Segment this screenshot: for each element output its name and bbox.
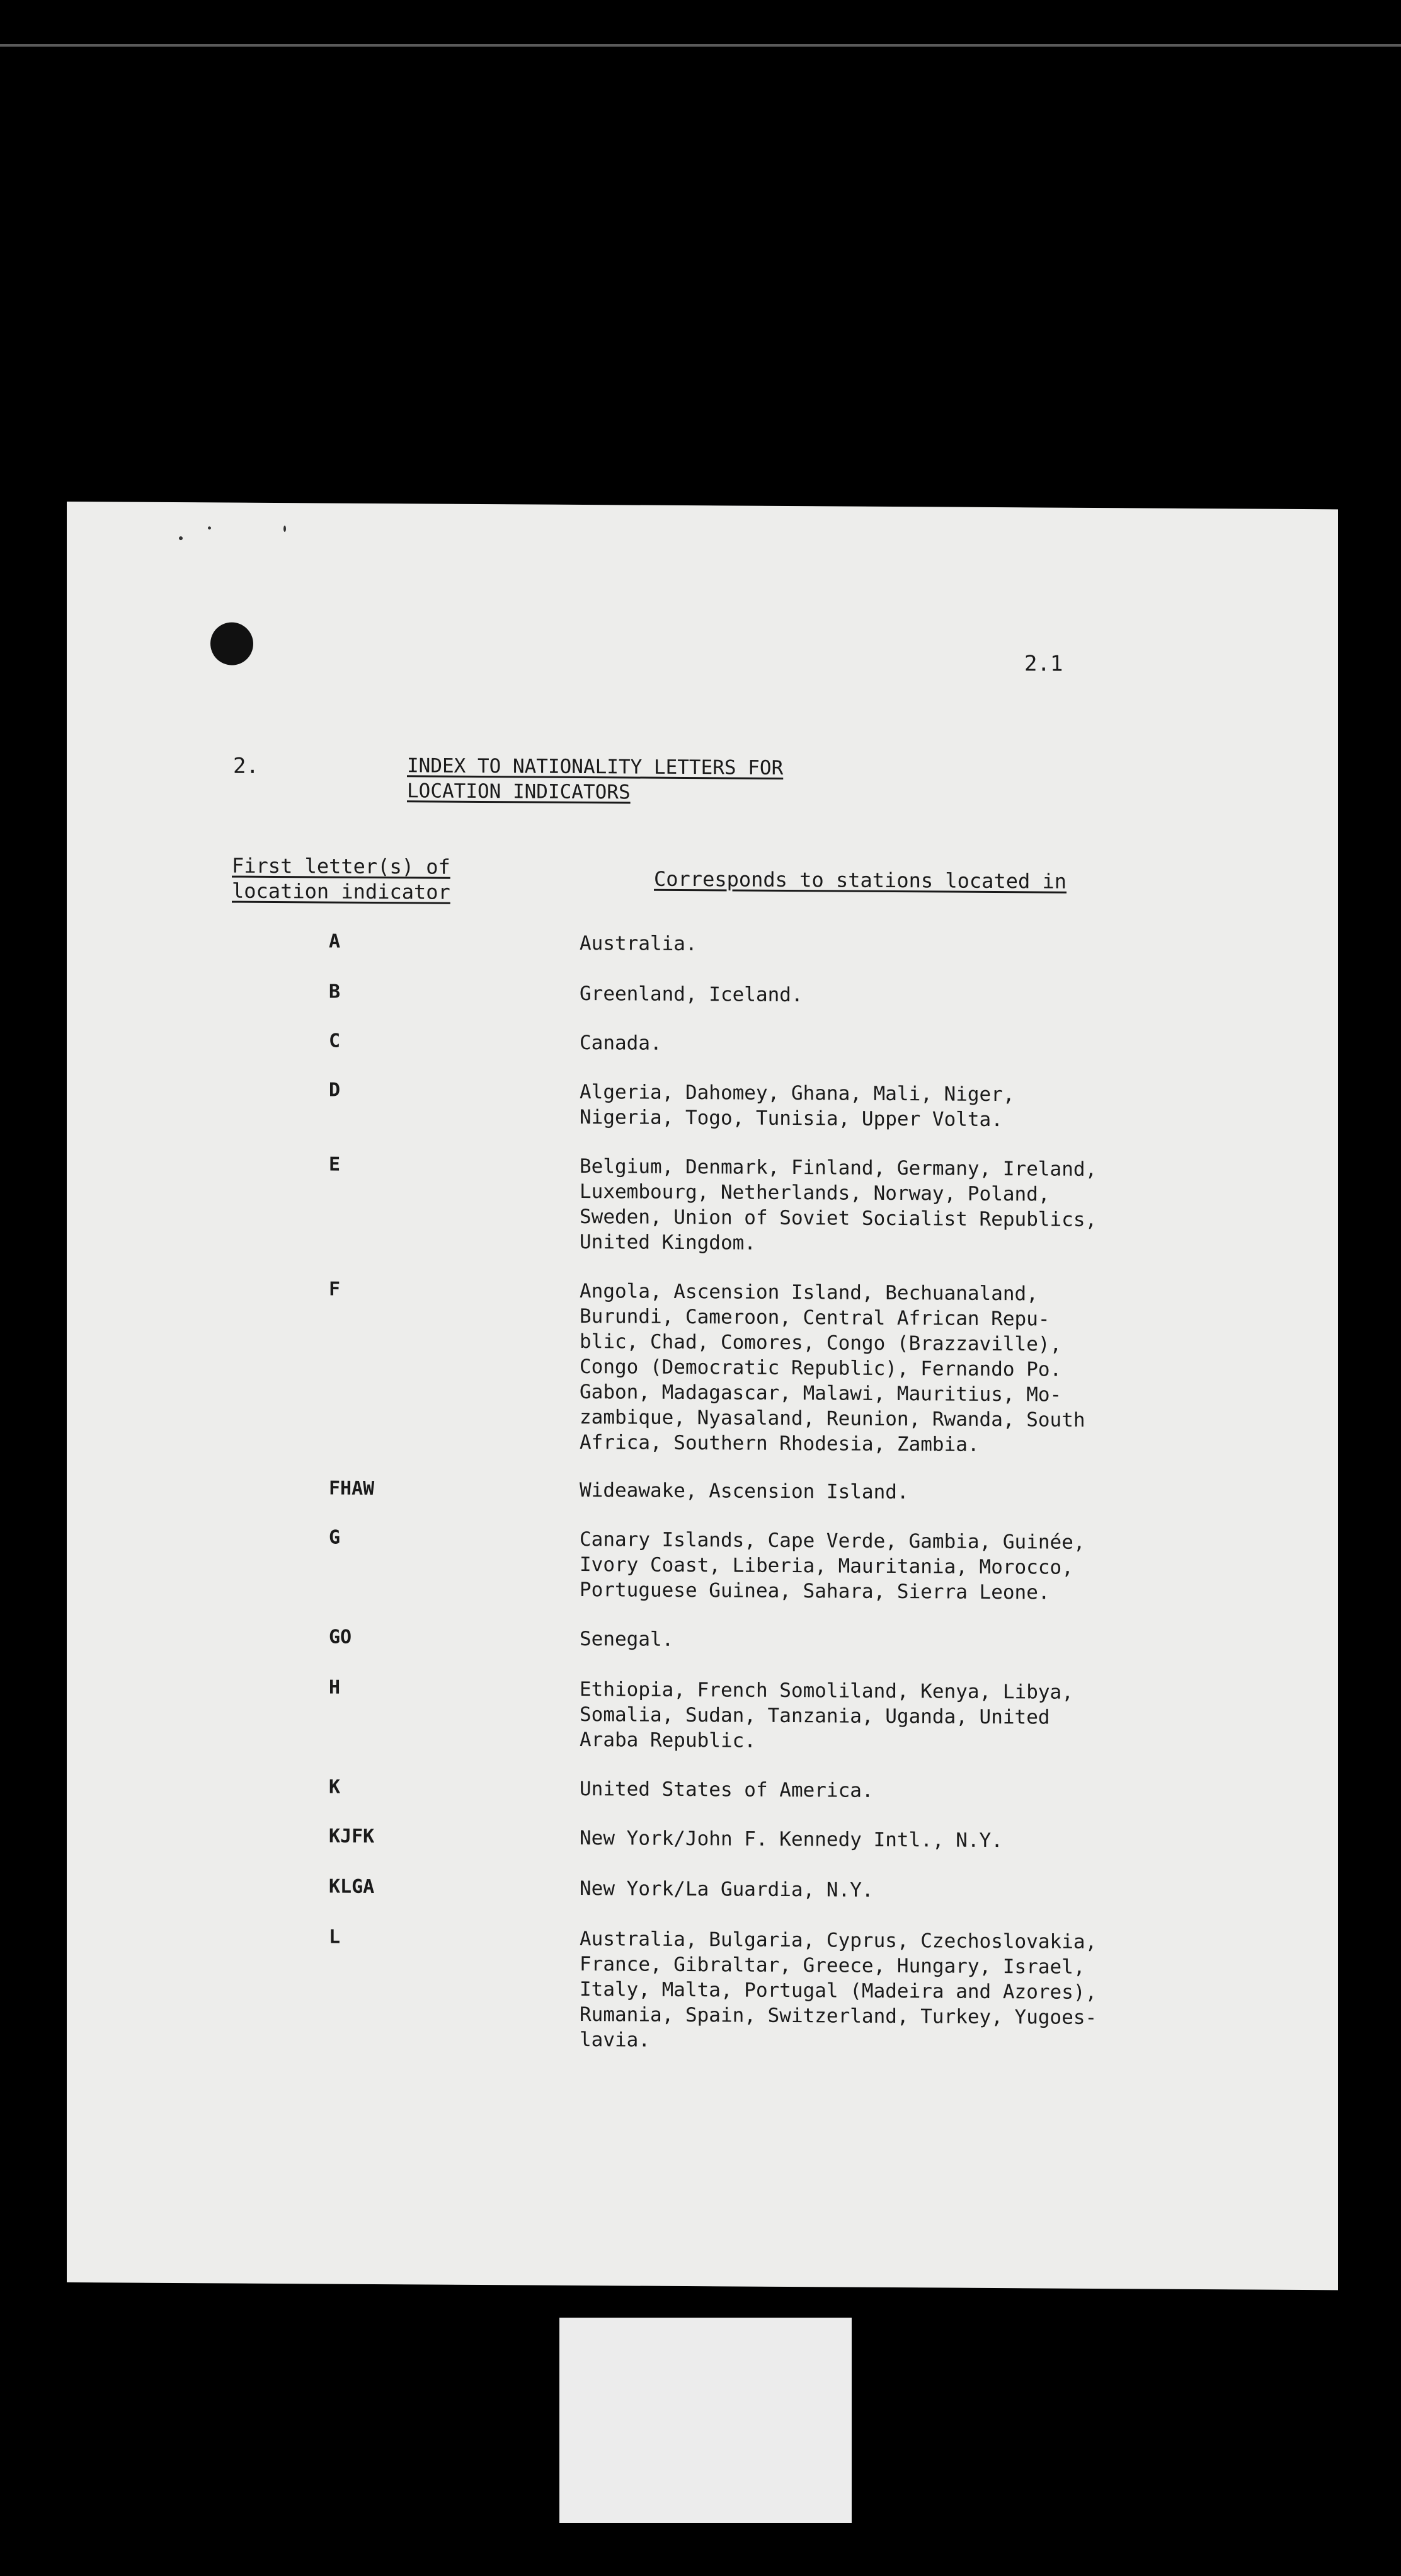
row-code: G — [329, 1526, 341, 1549]
row-code: L — [329, 1926, 341, 1948]
row-description: New York/John F. Kennedy Intl., N.Y. — [580, 1826, 1003, 1853]
row-code: K — [329, 1776, 341, 1798]
film-edge-line — [0, 44, 1401, 47]
row-description: Ethiopia, French Somoliland, Kenya, Libya, Somalia, Sudan, Tanzania, Uganda, United Araba Republic. — [580, 1677, 1073, 1752]
title-line: INDEX TO NATIONALITY LETTERS FOR — [407, 754, 784, 779]
row-code: GO — [329, 1626, 352, 1648]
row-description: Wideawake, Ascension Island. — [580, 1478, 909, 1504]
row-description: Senegal. — [580, 1627, 674, 1651]
index-table — [67, 502, 1338, 2290]
row-description: United States of America. — [580, 1777, 874, 1802]
row-description: Angola, Ascension Island, Bechuanaland, Burundi, Cameroon, Central African Repu- blic, Chad, Comores, Congo (Brazzaville), Congo (Democratic Republic), Fernando Po. Gabon, Madagascar, Malawi, Mauritius, Mo- zambique, Nyasaland, Reunion, Rwanda, South Africa, Southern Rhodesia, Zambia. — [580, 1279, 1085, 1456]
row-code: F — [329, 1278, 341, 1301]
film-target-card — [559, 2318, 852, 2523]
column-header-line: First letter(s) of — [232, 853, 450, 879]
row-description: Australia, Bulgaria, Cyprus, Czechoslovakia, France, Gibraltar, Greece, Hungary, Israel, Italy, Malta, Portugal (Madeira and Azores), Rumania, Spain, Switzerland, Turkey, Yugoes- lavia. — [580, 1927, 1097, 2052]
column-header-stations: Corresponds to stations located in — [654, 866, 1067, 894]
row-code: C — [329, 1030, 341, 1052]
row-code: KJFK — [329, 1825, 375, 1848]
row-description: Australia. — [580, 931, 697, 956]
row-code: D — [329, 1079, 341, 1101]
column-header-line: location indicator — [232, 878, 450, 904]
page-number: 2.1 — [1024, 651, 1063, 677]
row-code: A — [329, 930, 341, 953]
row-code: H — [329, 1676, 341, 1699]
row-description: Canada. — [580, 1031, 662, 1055]
row-description: Belgium, Denmark, Finland, Germany, Ireland, Luxembourg, Netherlands, Norway, Poland, Sweden, Union of Soviet Socialist Republics, United Kingdom. — [580, 1154, 1097, 1255]
row-description: Algeria, Dahomey, Ghana, Mali, Niger, Nigeria, Togo, Tunisia, Upper Volta. — [580, 1080, 1015, 1132]
row-code: FHAW — [329, 1477, 375, 1500]
document-page — [67, 502, 1338, 2290]
row-code: B — [329, 980, 341, 1003]
title-line: LOCATION INDICATORS — [407, 779, 631, 804]
section-number: 2. — [233, 753, 259, 779]
row-description: Canary Islands, Cape Verde, Gambia, Guinée, Ivory Coast, Liberia, Mauritania, Morocco, Portuguese Guinea, Sahara, Sierra Leone. — [580, 1527, 1085, 1604]
row-code: E — [329, 1153, 341, 1176]
row-description: Greenland, Iceland. — [580, 982, 803, 1007]
row-code: KLGA — [329, 1875, 375, 1898]
row-description: New York/La Guardia, N.Y. — [580, 1877, 874, 1902]
